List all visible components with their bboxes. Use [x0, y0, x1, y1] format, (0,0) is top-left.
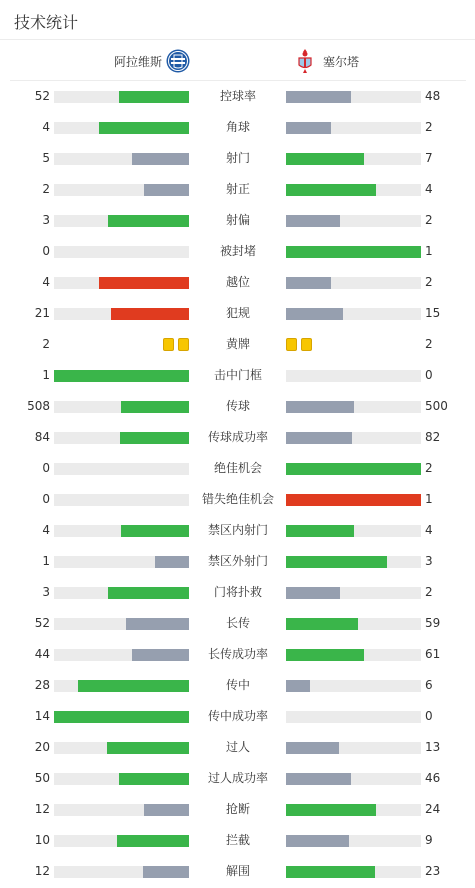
away-bar-track [286, 835, 421, 847]
home-yellow-cards [163, 338, 189, 351]
away-value: 2 [425, 585, 433, 599]
away-bar-track [286, 91, 421, 103]
away-bar-fill [286, 556, 387, 568]
home-value: 1 [42, 368, 50, 382]
home-bar-fill [78, 680, 189, 692]
home-bar-fill [132, 153, 189, 165]
stat-row [0, 174, 475, 205]
home-value: 14 [34, 709, 50, 723]
stat-row [0, 856, 475, 887]
away-bar-track [286, 649, 421, 661]
away-value: 500 [425, 399, 448, 413]
away-value: 1 [425, 492, 433, 506]
stat-row [0, 453, 475, 484]
home-bar-fill [144, 184, 189, 196]
stat-row [0, 298, 475, 329]
home-bar-track [54, 122, 189, 134]
away-value: 2 [425, 337, 433, 351]
home-team[interactable] [114, 48, 190, 74]
stat-label: 拦截 [225, 833, 250, 847]
yellow-card-icon [178, 338, 189, 351]
home-bar-fill [126, 618, 189, 630]
stat-row [0, 329, 475, 360]
away-value: 0 [425, 368, 433, 382]
stat-row [0, 701, 475, 732]
stat-label: 越位 [225, 275, 250, 289]
stat-label: 角球 [225, 120, 250, 134]
home-bar-track [54, 184, 189, 196]
stat-row [0, 732, 475, 763]
stat-row [0, 112, 475, 143]
away-value: 4 [425, 523, 433, 537]
stat-row [0, 639, 475, 670]
home-bar-fill [54, 711, 189, 723]
away-bar-track [286, 122, 421, 134]
home-bar-track [54, 525, 189, 537]
stat-label: 绝佳机会 [213, 461, 262, 475]
away-bar-track [286, 773, 421, 785]
home-bar-fill [132, 649, 189, 661]
home-value: 84 [34, 430, 50, 444]
home-value: 4 [42, 523, 50, 537]
stat-label: 犯规 [225, 306, 250, 320]
home-bar-track [54, 401, 189, 413]
home-bar-fill [54, 370, 189, 382]
home-bar-fill [99, 122, 189, 134]
away-bar-track [286, 370, 421, 382]
away-value: 2 [425, 275, 433, 289]
section-header [0, 0, 475, 40]
home-value: 3 [42, 213, 50, 227]
stat-row [0, 763, 475, 794]
away-bar-track [286, 401, 421, 413]
away-bar-fill [286, 153, 364, 165]
away-value: 23 [425, 864, 441, 878]
home-bar-fill [119, 773, 189, 785]
home-bar-track [54, 556, 189, 568]
away-bar-track [286, 742, 421, 754]
away-bar-fill [286, 463, 421, 475]
away-bar-fill [286, 587, 340, 599]
home-bar-fill [155, 556, 189, 568]
away-value: 2 [425, 213, 433, 227]
away-value: 2 [425, 461, 433, 475]
away-bar-fill [286, 525, 354, 537]
home-value: 4 [42, 275, 50, 289]
home-value: 0 [42, 244, 50, 258]
home-bar-fill [108, 215, 189, 227]
stat-label: 过人 [225, 740, 250, 754]
away-bar-track [286, 246, 421, 258]
away-value: 1 [425, 244, 433, 258]
away-value: 13 [425, 740, 441, 754]
stat-row [0, 81, 475, 112]
home-bar-track [54, 587, 189, 599]
stat-label: 禁区内射门 [207, 523, 268, 537]
stat-row [0, 515, 475, 546]
away-bar-fill [286, 680, 310, 692]
stat-label: 禁区外射门 [207, 554, 268, 568]
stat-row [0, 360, 475, 391]
away-bar-fill [286, 804, 376, 816]
home-value: 2 [42, 337, 50, 351]
stats-list [0, 81, 475, 887]
away-bar-fill [286, 91, 351, 103]
home-bar-fill [107, 742, 189, 754]
away-bar-track [286, 804, 421, 816]
away-value: 4 [425, 182, 433, 196]
stat-label: 传中 [225, 678, 250, 692]
away-bar-fill [286, 649, 364, 661]
home-bar-track [54, 246, 189, 258]
home-value: 21 [34, 306, 50, 320]
away-bar-track [286, 866, 421, 878]
home-value: 28 [34, 678, 50, 692]
home-bar-track [54, 463, 189, 475]
home-bar-fill [121, 525, 189, 537]
home-bar-fill [119, 91, 189, 103]
stat-label: 解围 [225, 864, 250, 878]
away-bar-track [286, 711, 421, 723]
home-bar-track [54, 308, 189, 320]
away-bar-track [286, 463, 421, 475]
away-bar-track [286, 525, 421, 537]
yellow-card-icon [301, 338, 312, 351]
home-bar-fill [99, 277, 189, 289]
away-bar-fill [286, 835, 349, 847]
away-value: 24 [425, 802, 441, 816]
stat-row [0, 422, 475, 453]
away-value: 9 [425, 833, 433, 847]
away-bar-fill [286, 215, 340, 227]
away-bar-track [286, 556, 421, 568]
stat-row [0, 577, 475, 608]
stat-row [0, 267, 475, 298]
yellow-card-icon [286, 338, 297, 351]
home-bar-track [54, 711, 189, 723]
stat-label: 击中门框 [213, 368, 262, 382]
away-bar-fill [286, 277, 331, 289]
yellow-card-icon [163, 338, 174, 351]
stat-label: 射正 [225, 182, 250, 196]
home-value: 52 [34, 89, 50, 103]
away-value: 3 [425, 554, 433, 568]
home-bar-track [54, 680, 189, 692]
stat-row [0, 794, 475, 825]
stat-row [0, 484, 475, 515]
away-value: 0 [425, 709, 433, 723]
stat-row [0, 825, 475, 856]
away-value: 6 [425, 678, 433, 692]
away-team-name: 塞尔塔 [323, 54, 360, 69]
away-bar-fill [286, 122, 331, 134]
home-bar-track [54, 618, 189, 630]
home-bar-track [54, 835, 189, 847]
home-value: 52 [34, 616, 50, 630]
home-bar-track [54, 742, 189, 754]
away-bar-fill [286, 432, 352, 444]
teams-header [10, 41, 466, 81]
away-bar-track [286, 587, 421, 599]
home-bar-fill [111, 308, 189, 320]
stat-row [0, 143, 475, 174]
stat-row [0, 205, 475, 236]
away-bar-fill [286, 494, 421, 506]
away-bar-fill [286, 308, 343, 320]
home-bar-fill [144, 804, 189, 816]
away-bar-fill [286, 246, 421, 258]
home-bar-track [54, 215, 189, 227]
home-bar-track [54, 277, 189, 289]
away-value: 59 [425, 616, 441, 630]
away-team[interactable] [293, 48, 359, 74]
stat-label: 射偏 [225, 213, 250, 227]
away-value: 15 [425, 306, 441, 320]
stat-row [0, 546, 475, 577]
away-value: 61 [425, 647, 441, 661]
stat-row [0, 608, 475, 639]
stat-label: 门将扑救 [213, 585, 262, 599]
home-team-name: 阿拉维斯 [113, 54, 162, 69]
stat-label: 黄牌 [225, 337, 250, 351]
away-value: 82 [425, 430, 441, 444]
home-bar-track [54, 866, 189, 878]
home-bar-fill [120, 432, 189, 444]
stat-label: 被封堵 [219, 244, 256, 258]
home-value: 12 [34, 864, 50, 878]
away-bar-fill [286, 618, 358, 630]
home-bar-track [54, 494, 189, 506]
home-bar-fill [117, 835, 189, 847]
away-bar-fill [286, 742, 339, 754]
stat-label: 长传 [225, 616, 250, 630]
home-bar-fill [143, 866, 189, 878]
stat-label: 长传成功率 [207, 647, 268, 661]
away-bar-track [286, 215, 421, 227]
home-bar-track [54, 804, 189, 816]
stat-label: 射门 [225, 151, 250, 165]
home-value: 20 [34, 740, 50, 754]
home-value: 0 [42, 461, 50, 475]
home-bar-track [54, 432, 189, 444]
home-bar-track [54, 91, 189, 103]
away-bar-track [286, 432, 421, 444]
home-value: 3 [42, 585, 50, 599]
away-bar-fill [286, 184, 376, 196]
away-bar-track [286, 308, 421, 320]
celta-crest-icon [293, 48, 317, 74]
stat-label: 过人成功率 [207, 771, 268, 785]
stat-label: 错失绝佳机会 [201, 492, 274, 506]
home-bar-fill [108, 587, 189, 599]
home-value: 50 [34, 771, 50, 785]
away-bar-fill [286, 401, 354, 413]
stat-label: 抢断 [225, 802, 250, 816]
away-bar-track [286, 153, 421, 165]
section-title: 技术统计 [14, 13, 79, 32]
away-bar-fill [286, 866, 375, 878]
home-value: 12 [34, 802, 50, 816]
stat-label: 控球率 [219, 89, 256, 103]
stat-row [0, 391, 475, 422]
home-value: 1 [42, 554, 50, 568]
home-value: 4 [42, 120, 50, 134]
home-value: 5 [42, 151, 50, 165]
home-bar-track [54, 773, 189, 785]
away-value: 46 [425, 771, 441, 785]
home-value: 44 [34, 647, 50, 661]
away-bar-track [286, 277, 421, 289]
home-value: 508 [27, 399, 50, 413]
away-yellow-cards [286, 338, 312, 351]
stat-row [0, 236, 475, 267]
away-value: 48 [425, 89, 441, 103]
home-bar-track [54, 370, 189, 382]
home-bar-track [54, 649, 189, 661]
away-value: 2 [425, 120, 433, 134]
away-bar-track [286, 680, 421, 692]
away-bar-fill [286, 773, 351, 785]
away-bar-track [286, 184, 421, 196]
away-value: 7 [425, 151, 433, 165]
alaves-crest-icon [166, 48, 190, 74]
away-bar-track [286, 494, 421, 506]
stat-label: 传球 [225, 399, 250, 413]
away-bar-track [286, 618, 421, 630]
home-value: 10 [34, 833, 50, 847]
stat-row [0, 670, 475, 701]
home-bar-fill [121, 401, 189, 413]
home-value: 0 [42, 492, 50, 506]
home-bar-track [54, 153, 189, 165]
home-value: 2 [42, 182, 50, 196]
stat-label: 传球成功率 [207, 430, 268, 444]
stat-label: 传中成功率 [207, 709, 268, 723]
